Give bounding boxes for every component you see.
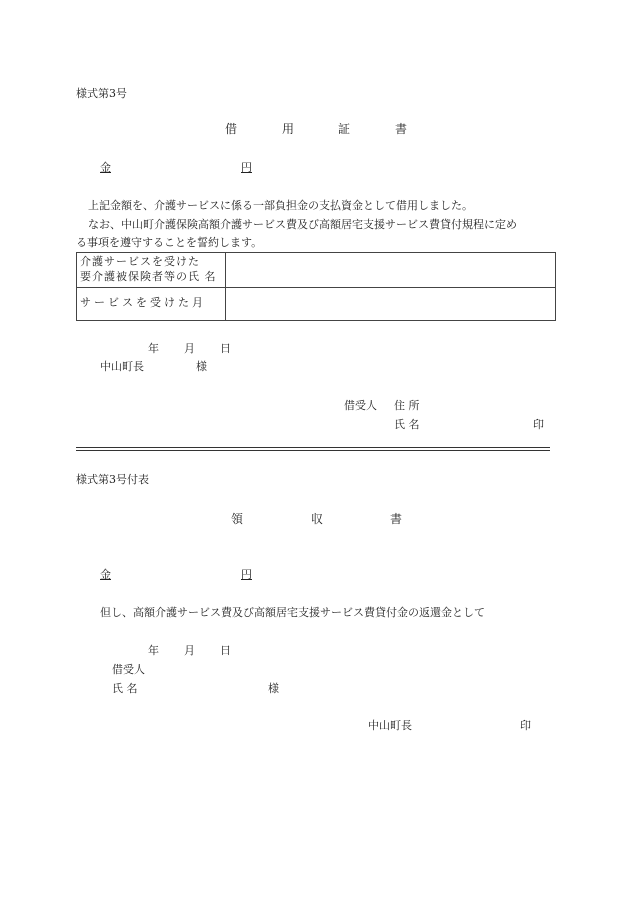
year-label: 年 [148,644,159,657]
body-text-line: なお、中山町介護保険高額介護サービス費及び高額居宅支援サービス費貸付規程に定め [88,218,517,231]
month-label: 月 [184,342,195,355]
title-char: 収 [311,512,324,526]
en-label: 円 [241,568,252,581]
label-line: 要介護被保険者等の氏 名 [80,269,217,283]
label-line: 介護サービスを受けた [80,255,200,268]
title-char: 領 [231,512,244,526]
recipient-name-field[interactable] [226,253,556,288]
en-label: 円 [241,161,252,174]
addressee: 中山町長 [100,360,144,373]
body-text-line: 但し、高額介護サービス費及び高額居宅支援サービス費貸付金の返還金として [100,606,485,619]
divider-line [76,447,550,448]
title-char: 書 [395,122,408,136]
name-label: 氏 名 [394,418,420,431]
divider-line [76,450,550,451]
body-text-line: 上記金額を、介護サービスに係る一部負担金の支払資金として借用しました。 [88,199,473,212]
sama-label: 様 [268,682,279,695]
day-label: 日 [220,342,231,355]
body-text-line: る事項を遵守することを誓約します。 [76,236,263,249]
year-label: 年 [148,342,159,355]
title-char: 書 [390,512,403,526]
sama-label: 様 [196,360,207,373]
form-number: 様式第3号 [76,87,127,100]
borrower-label: 借受人 [344,399,377,412]
title-char: 用 [282,122,295,136]
table-row [77,287,556,320]
seal-mark: 印 [520,719,531,732]
address-label: 住 所 [394,399,420,412]
seal-mark: 印 [533,418,544,431]
service-month-label: サービスを受けた月 [77,287,226,320]
title-char: 証 [338,122,351,136]
amount-line [100,569,252,580]
kin-label: 金 [100,568,111,581]
borrower-info-table [76,252,556,321]
form-number: 様式第3号付表 [76,473,149,486]
borrower-label: 借受人 [112,663,145,676]
table-row [77,253,556,288]
name-label: 氏 名 [112,682,138,695]
recipient-name-label [77,253,226,288]
issuer-label: 中山町長 [368,719,412,732]
month-label: 月 [184,644,195,657]
service-month-field[interactable] [226,287,556,320]
amount-line [100,162,252,173]
day-label: 日 [220,644,231,657]
kin-label: 金 [100,161,111,174]
title-char: 借 [225,122,238,136]
